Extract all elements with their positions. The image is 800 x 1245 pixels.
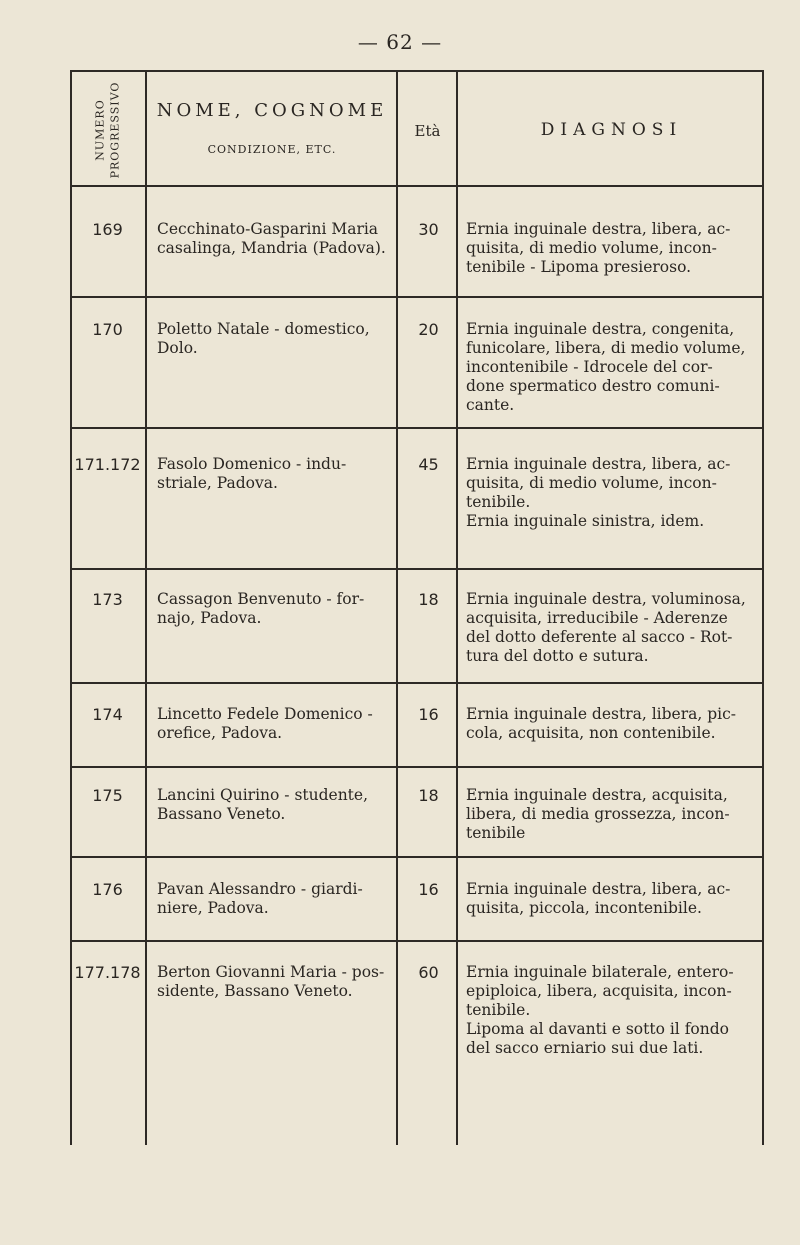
row-rule	[70, 568, 763, 570]
diagnosis-line: quisita, piccola, incontenibile.	[466, 899, 702, 917]
diagnosis-line: del dotto deferente al sacco - Rot-	[466, 628, 733, 646]
name-line: Poletto Natale - domestico,	[157, 320, 370, 338]
diagnosis-line: cola, acquisita, non contenibile.	[466, 724, 716, 742]
diagnosis-line: Ernia inguinale destra, voluminosa,	[466, 590, 746, 608]
row-diagnosis	[466, 880, 762, 918]
name-line: Berton Giovanni Maria - pos-	[157, 963, 385, 981]
row-diagnosis	[466, 963, 762, 1058]
column-rule-right	[762, 70, 764, 1145]
diagnosis-line: epiploica, libera, acquisita, incon-	[466, 982, 732, 1000]
name-line: casalinga, Mandria (Padova).	[157, 239, 386, 257]
diagnosis-line: Ernia inguinale destra, congenita,	[466, 320, 735, 338]
row-rule	[70, 427, 763, 429]
row-age: 16	[418, 880, 439, 899]
header-name-subtitle: CONDIZIONE, ETC.	[207, 143, 337, 156]
row-name	[157, 705, 387, 743]
diagnosis-line: done spermatico destro comuni-	[466, 377, 720, 395]
row-number: 174	[92, 705, 123, 724]
name-line: Pavan Alessandro - giardi-	[157, 880, 363, 898]
diagnosis-line: tenibile	[466, 824, 526, 842]
diagnosis-line: tenibile - Lipoma presieroso.	[466, 258, 692, 276]
name-line: niere, Padova.	[157, 899, 269, 917]
diagnosis-line: Ernia inguinale destra, libera, ac-	[466, 455, 731, 473]
name-line: Bassano Veneto.	[157, 805, 286, 823]
row-number: 170	[92, 320, 123, 339]
column-rule-number	[145, 70, 147, 1145]
row-age: 30	[418, 220, 439, 239]
diagnosis-line: Ernia inguinale sinistra, idem.	[466, 512, 705, 530]
diagnosis-line: incontenibile - Idrocele del cor-	[466, 358, 713, 376]
row-age: 60	[418, 963, 439, 982]
row-age: 20	[418, 320, 439, 339]
name-line: najo, Padova.	[157, 609, 262, 627]
row-name	[157, 220, 387, 258]
header-name-title: NOME, COGNOME	[156, 100, 388, 121]
row-name	[157, 455, 387, 493]
name-line: Lincetto Fedele Domenico -	[157, 705, 373, 723]
row-diagnosis	[466, 705, 762, 743]
row-rule	[70, 296, 763, 298]
name-line: Lancini Quirino - studente,	[157, 786, 369, 804]
diagnosis-line: Ernia inguinale destra, libera, ac-	[466, 880, 731, 898]
row-diagnosis	[466, 590, 762, 666]
name-line: striale, Padova.	[157, 474, 278, 492]
row-age: 16	[418, 705, 439, 724]
row-number: 175	[92, 786, 123, 805]
row-number: 171.172	[74, 455, 141, 474]
diagnosis-line: Lipoma al davanti e sotto il fondo	[466, 1020, 730, 1038]
header-number-line2: PROGRESSIVO	[108, 81, 122, 179]
name-line: sidente, Bassano Veneto.	[157, 982, 353, 1000]
row-diagnosis	[466, 220, 762, 277]
name-line: Cassagon Benvenuto - for-	[157, 590, 365, 608]
row-name	[157, 963, 387, 1001]
diagnosis-line: Ernia inguinale destra, libera, pic-	[466, 705, 737, 723]
name-line: orefice, Padova.	[157, 724, 283, 742]
row-rule	[70, 940, 763, 942]
row-number: 173	[92, 590, 123, 609]
diagnosis-line: libera, di media grossezza, incon-	[466, 805, 730, 823]
row-diagnosis	[466, 455, 762, 531]
diagnosis-line: del sacco erniario sui due lati.	[466, 1039, 704, 1057]
table-top-rule	[70, 70, 763, 72]
header-number-column	[70, 75, 145, 185]
ledger-table	[70, 70, 763, 1145]
row-number: 177.178	[74, 963, 141, 982]
header-age-column: Età	[414, 122, 441, 140]
row-age: 18	[418, 786, 439, 805]
header-rule	[70, 185, 763, 187]
diagnosis-line: funicolare, libera, di medio volume,	[466, 339, 746, 357]
diagnosis-line: tenibile.	[466, 493, 531, 511]
row-diagnosis	[466, 320, 762, 415]
diagnosis-line: cante.	[466, 396, 515, 414]
row-number: 169	[92, 220, 123, 239]
diagnosis-line: tenibile.	[466, 1001, 531, 1019]
row-number: 176	[92, 880, 123, 899]
diagnosis-line: Ernia inguinale destra, acquisita,	[466, 786, 728, 804]
row-name	[157, 320, 387, 358]
column-rule-name	[396, 70, 398, 1145]
diagnosis-line: Ernia inguinale destra, libera, ac-	[466, 220, 731, 238]
row-age: 45	[418, 455, 439, 474]
diagnosis-line: Ernia inguinale bilaterale, entero-	[466, 963, 734, 981]
diagnosis-line: quisita, di medio volume, incon-	[466, 474, 717, 492]
row-rule	[70, 766, 763, 768]
name-line: Dolo.	[157, 339, 198, 357]
diagnosis-line: tura del dotto e sutura.	[466, 647, 649, 665]
diagnosis-line: quisita, di medio volume, incon-	[466, 239, 717, 257]
row-diagnosis	[466, 786, 762, 843]
page-number: — 62 —	[357, 30, 443, 54]
row-age: 18	[418, 590, 439, 609]
row-rule	[70, 682, 763, 684]
row-name	[157, 786, 387, 824]
diagnosis-line: acquisita, irreducibile - Aderenze	[466, 609, 728, 627]
name-line: Fasolo Domenico - indu-	[157, 455, 347, 473]
row-rule	[70, 856, 763, 858]
name-line: Cecchinato-Gasparini Maria	[157, 220, 379, 238]
header-number-line1: NUMERO	[93, 99, 107, 161]
row-name	[157, 590, 387, 628]
row-name	[157, 880, 387, 918]
header-diagnosis-column: DIAGNOSI	[540, 120, 683, 140]
header-name-column	[148, 100, 396, 156]
